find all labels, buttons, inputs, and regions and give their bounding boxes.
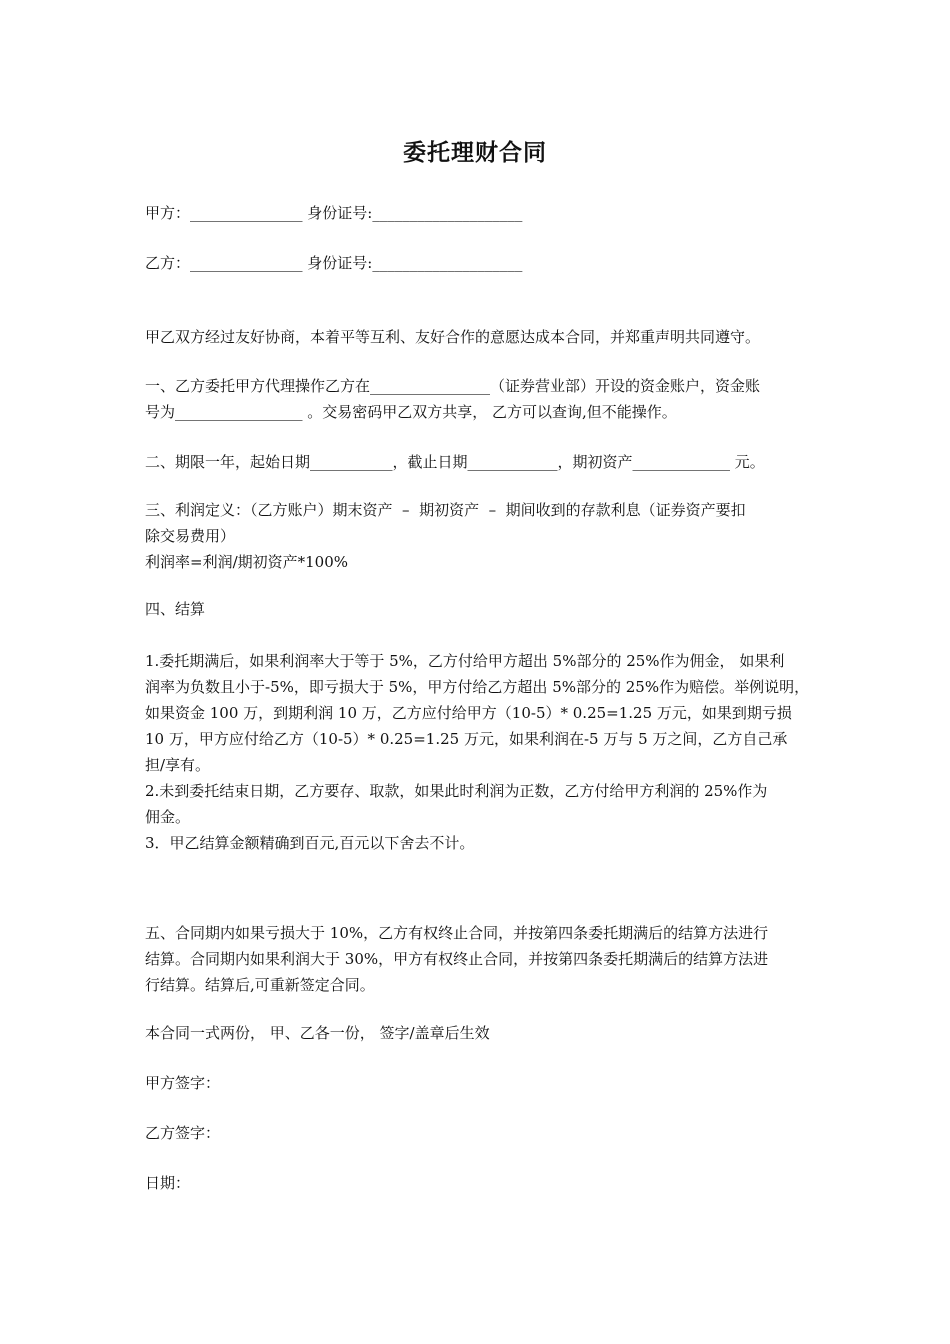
clause-3-line-2: 除交易费用） [145, 527, 236, 545]
party-a-signature-label: 甲方签字： [145, 1074, 221, 1092]
clause-4-line-7: 佣金。 [145, 808, 191, 826]
party-a-line: 甲方：_______________ 身份证号:____________________ [145, 204, 523, 222]
clause-4-line-2: 润率为负数且小于-5%，即亏损大于 5%，甲方付给乙方超出 5%部分的 25%作为赔偿。举例说明， [145, 678, 810, 696]
clause-4-line-3: 如果资金 100 万，到期利润 10 万，乙方应付给甲方（10-5）* 0.25=1.25 万元，如果到期亏损 [145, 704, 792, 722]
clause-3-line-3: 利润率=利润/期初资产*100% [145, 553, 349, 571]
clause-3 [145, 497, 813, 575]
clause-4-line-5: 担/享有。 [145, 756, 211, 774]
party-b-signature-label: 乙方签字： [145, 1124, 221, 1142]
clause-5-line-1: 五、合同期内如果亏损大于 10%，乙方有权终止合同，并按第四条委托期满后的结算方法进行 [145, 924, 769, 942]
date-label: 日期： [145, 1174, 191, 1192]
document-title: 委托理财合同 [403, 140, 547, 166]
preamble: 甲乙双方经过友好协商，本着平等互利、友好合作的意愿达成本合同，并郑重声明共同遵守。 [145, 328, 761, 346]
clause-1 [145, 373, 813, 425]
clause-4-line-4: 10 万，甲方应付给乙方（10-5）* 0.25=1.25 万元，如果利润在-5 万与 5 万之间，乙方自己承 [145, 730, 788, 748]
clause-4-line-1: 1.委托期满后，如果利润率大于等于 5%，乙方付给甲方超出 5%部分的 25%作为佣金， 如果利 [145, 652, 785, 670]
clause-5-line-2: 结算。合同期内如果利润大于 30%，甲方有权终止合同，并按第四条委托期满后的结算方法进 [145, 950, 769, 968]
copies-note: 本合同一式两份， 甲、乙各一份， 签字/盖章后生效 [145, 1024, 490, 1042]
clause-2: 二、期限一年，起始日期___________，截止日期____________，期初资产_____________ 元。 [145, 453, 765, 471]
clause-1-line-2: 号为_________________ 。交易密码甲乙双方共享， 乙方可以查询,但不能操作。 [145, 403, 677, 421]
clause-5 [145, 920, 813, 998]
clause-5-line-3: 行结算。结算后,可重新签定合同。 [145, 976, 375, 994]
clause-3-line-1: 三、利润定义：（乙方账户）期末资产 – 期初资产 – 期间收到的存款利息（证券资产要扣 [145, 501, 746, 519]
party-b-line: 乙方：_______________ 身份证号:____________________ [145, 254, 523, 272]
clause-4-line-6: 2.未到委托结束日期，乙方要存、取款，如果此时利润为正数，乙方付给甲方利润的 25%作为 [145, 782, 768, 800]
clause-1-line-1: 一、乙方委托甲方代理操作乙方在________________（证券营业部）开设的资金账户，资金账 [145, 377, 761, 395]
clause-4-line-8: 3．甲乙结算金额精确到百元,百元以下舍去不计。 [145, 834, 475, 852]
clause-4-heading: 四、结算 [145, 600, 206, 618]
clause-4-body [145, 648, 813, 856]
